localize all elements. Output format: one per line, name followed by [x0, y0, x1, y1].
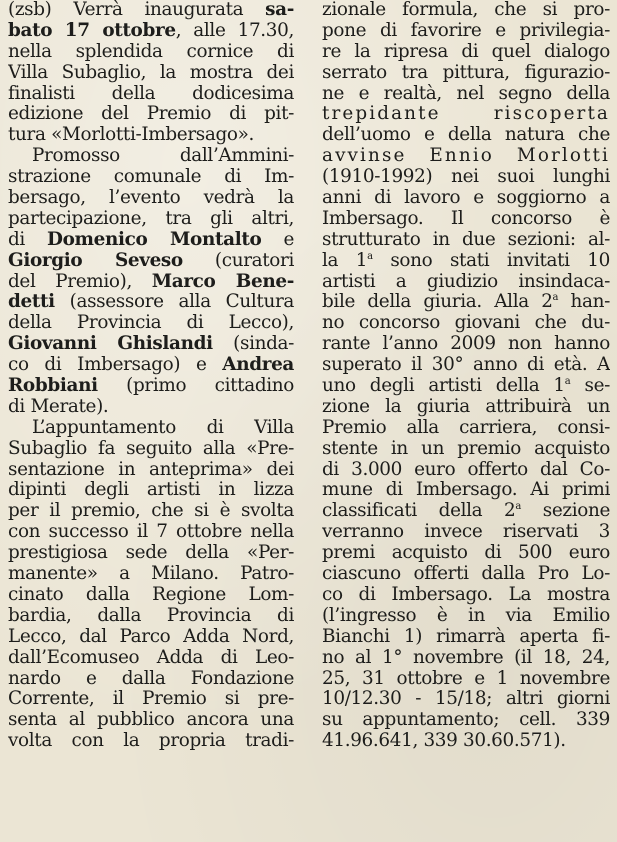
text-line: volta con la propria tradi- [8, 731, 294, 752]
text-line: no al 1° novembre (il 18, 24, [322, 647, 610, 668]
text-run: la 1 [322, 250, 368, 271]
text-line: Promosso dall’Ammini- [32, 146, 294, 167]
text-line: bardia, dalla Provincia di [8, 605, 294, 626]
text-line: strazione comunale di Im- [8, 167, 294, 188]
text-line: su appuntamento; cell. 339 [322, 710, 610, 731]
text-line [8, 376, 294, 397]
bold-run: Domenico Montalto [47, 229, 262, 250]
text-line [8, 334, 294, 355]
text-line: verranno invece riservati 3 [322, 522, 610, 543]
text-line: Imbersago. Il concorso è [322, 208, 610, 229]
text-line: co di Imbersago. La mostra [322, 584, 610, 605]
text-run: di [8, 229, 48, 250]
text-line: senta al pubblico ancora una [8, 710, 294, 731]
text-line: Premio alla carriera, consi- [322, 417, 610, 438]
text-line: pone di favorire e privilegia- [322, 20, 610, 41]
text-run: e [261, 229, 294, 250]
text-line: cinato dalla Regione Lom- [8, 584, 294, 605]
text-line: rante l’anno 2009 non hanno [322, 334, 610, 355]
text-line: premi acquisto di 500 euro [322, 543, 610, 564]
text-line: Subaglio fa seguito alla «Pre- [8, 438, 294, 459]
text-line: Bianchi 1) rimarrà aperta fi- [322, 626, 610, 647]
bold-run: Andrea [222, 355, 294, 376]
text-line [322, 292, 610, 313]
text-line: trepidante riscoperta [322, 104, 610, 125]
text-line: mune di Imbersago. Ai primi [322, 480, 610, 501]
text-line: avvinse Ennio Morlotti [322, 146, 610, 167]
text-line: L’appuntamento di Villa [32, 417, 294, 438]
bold-run: Robbiani [8, 376, 98, 397]
superscript: a [367, 250, 373, 262]
text-line [322, 251, 610, 272]
text-line [8, 230, 294, 251]
text-line [8, 355, 294, 376]
text-line: bersago, l’evento vedrà la [8, 188, 294, 209]
superscript: a [552, 292, 559, 304]
text-run: (assessore alla Cultura [54, 292, 294, 313]
text-line: nella splendida cornice di [8, 41, 294, 62]
text-run: , alle 17.30, [175, 20, 294, 41]
text-line [8, 21, 294, 42]
text-line: anni di lavoro e soggiorno a [322, 188, 610, 209]
superscript: a [515, 501, 522, 513]
text-line: partecipazione, tra gli altri, [8, 208, 294, 229]
text-line: ciascuno offerti dalla Pro Lo- [322, 564, 610, 585]
text-line [322, 501, 610, 522]
text-run: (primo cittadino [97, 376, 294, 397]
text-line: zionale formula, che si pro- [322, 0, 610, 20]
text-run: (curatori [182, 250, 294, 271]
bold-run: sa- [265, 0, 294, 20]
text-line: serrato tra pittura, figurazio- [322, 62, 610, 83]
text-run: han- [558, 292, 610, 313]
text-line: (l’ingresso è in via Emilio [322, 605, 610, 626]
bold-run: bato 17 ottobre [8, 20, 176, 41]
text-run: bile della giuria. Alla 2 [322, 292, 553, 313]
text-line: no concorso giovani che du- [322, 313, 610, 334]
text-line: Lecco, dal Parco Adda Nord, [8, 626, 294, 647]
text-line: ne e realtà, nel segno della [322, 83, 610, 104]
text-line: re la ripresa di quel dialogo [322, 41, 610, 62]
text-line: stente in un premio acquisto [322, 438, 610, 459]
text-run: (zsb) Verrà inaugurata [8, 0, 266, 20]
bold-run: Giovanni Ghislandi [8, 334, 213, 355]
text-line: di 3.000 euro offerto dal Co- [322, 459, 610, 480]
text-line: dipinti degli artisti in lizza [8, 480, 294, 501]
text-line: di Merate). [8, 396, 109, 417]
text-run: sezione [521, 501, 610, 522]
text-run: classificati della 2 [322, 501, 516, 522]
text-line: nardo e dalla Fondazione [8, 668, 294, 689]
text-line: Villa Subaglio, la mostra dei [8, 62, 294, 83]
text-line: finalisti della dodicesima [8, 83, 294, 104]
text-line [8, 0, 294, 21]
text-line: 10/12.30 - 15/18; altri giorni [322, 689, 610, 710]
text-line [8, 251, 294, 272]
text-line: Corrente, il Premio si pre- [8, 689, 294, 710]
text-line [322, 376, 610, 397]
text-line: manente» a Milano. Patro- [8, 564, 294, 585]
bold-run: detti [8, 292, 55, 313]
text-line: zione la giuria attribuirà un [322, 396, 610, 417]
text-line: sentazione in anteprima» dei [8, 459, 294, 480]
text-line: strutturato in due sezioni: al- [322, 229, 610, 250]
text-line: della Provincia di Lecco), [8, 313, 294, 334]
bold-run: Marco Bene- [151, 271, 294, 292]
text-line: (1910-1992) nei suoi lunghi [322, 167, 610, 188]
text-run: co di Imbersago) e [8, 355, 223, 376]
text-line: dall’Ecomuseo Adda di Leo- [8, 647, 294, 668]
text-line: con successo il 7 ottobre nella [8, 522, 294, 543]
superscript: a [564, 376, 571, 388]
bold-run: Giorgio Seveso [8, 250, 183, 271]
text-line: dell’uomo e della natura che [322, 125, 610, 146]
text-line: artisti a giudizio insindaca- [322, 271, 610, 292]
text-line: tura «Morlotti-Imbersago». [8, 125, 255, 146]
text-line: prestigiosa sede della «Per- [8, 543, 294, 564]
text-line [8, 292, 294, 313]
text-line: 41.96.641, 339 30.60.571). [322, 731, 566, 752]
text-run: uno degli artisti della 1 [322, 376, 565, 397]
article-column-left [8, 0, 294, 752]
text-run: se- [570, 376, 610, 397]
text-run: (sinda- [212, 334, 294, 355]
text-line: per il premio, che si è svolta [8, 501, 294, 522]
text-line: superato il 30° anno di età. A [322, 355, 610, 376]
text-line [8, 272, 294, 293]
article-column-right [322, 0, 610, 752]
text-run: del Premio), [8, 271, 152, 292]
text-run: sono stati invitati 10 [372, 250, 610, 271]
text-line: 25, 31 ottobre e 1 novembre [322, 668, 610, 689]
text-line: edizione del Premio di pit- [8, 104, 294, 125]
column-gutter [306, 0, 307, 842]
